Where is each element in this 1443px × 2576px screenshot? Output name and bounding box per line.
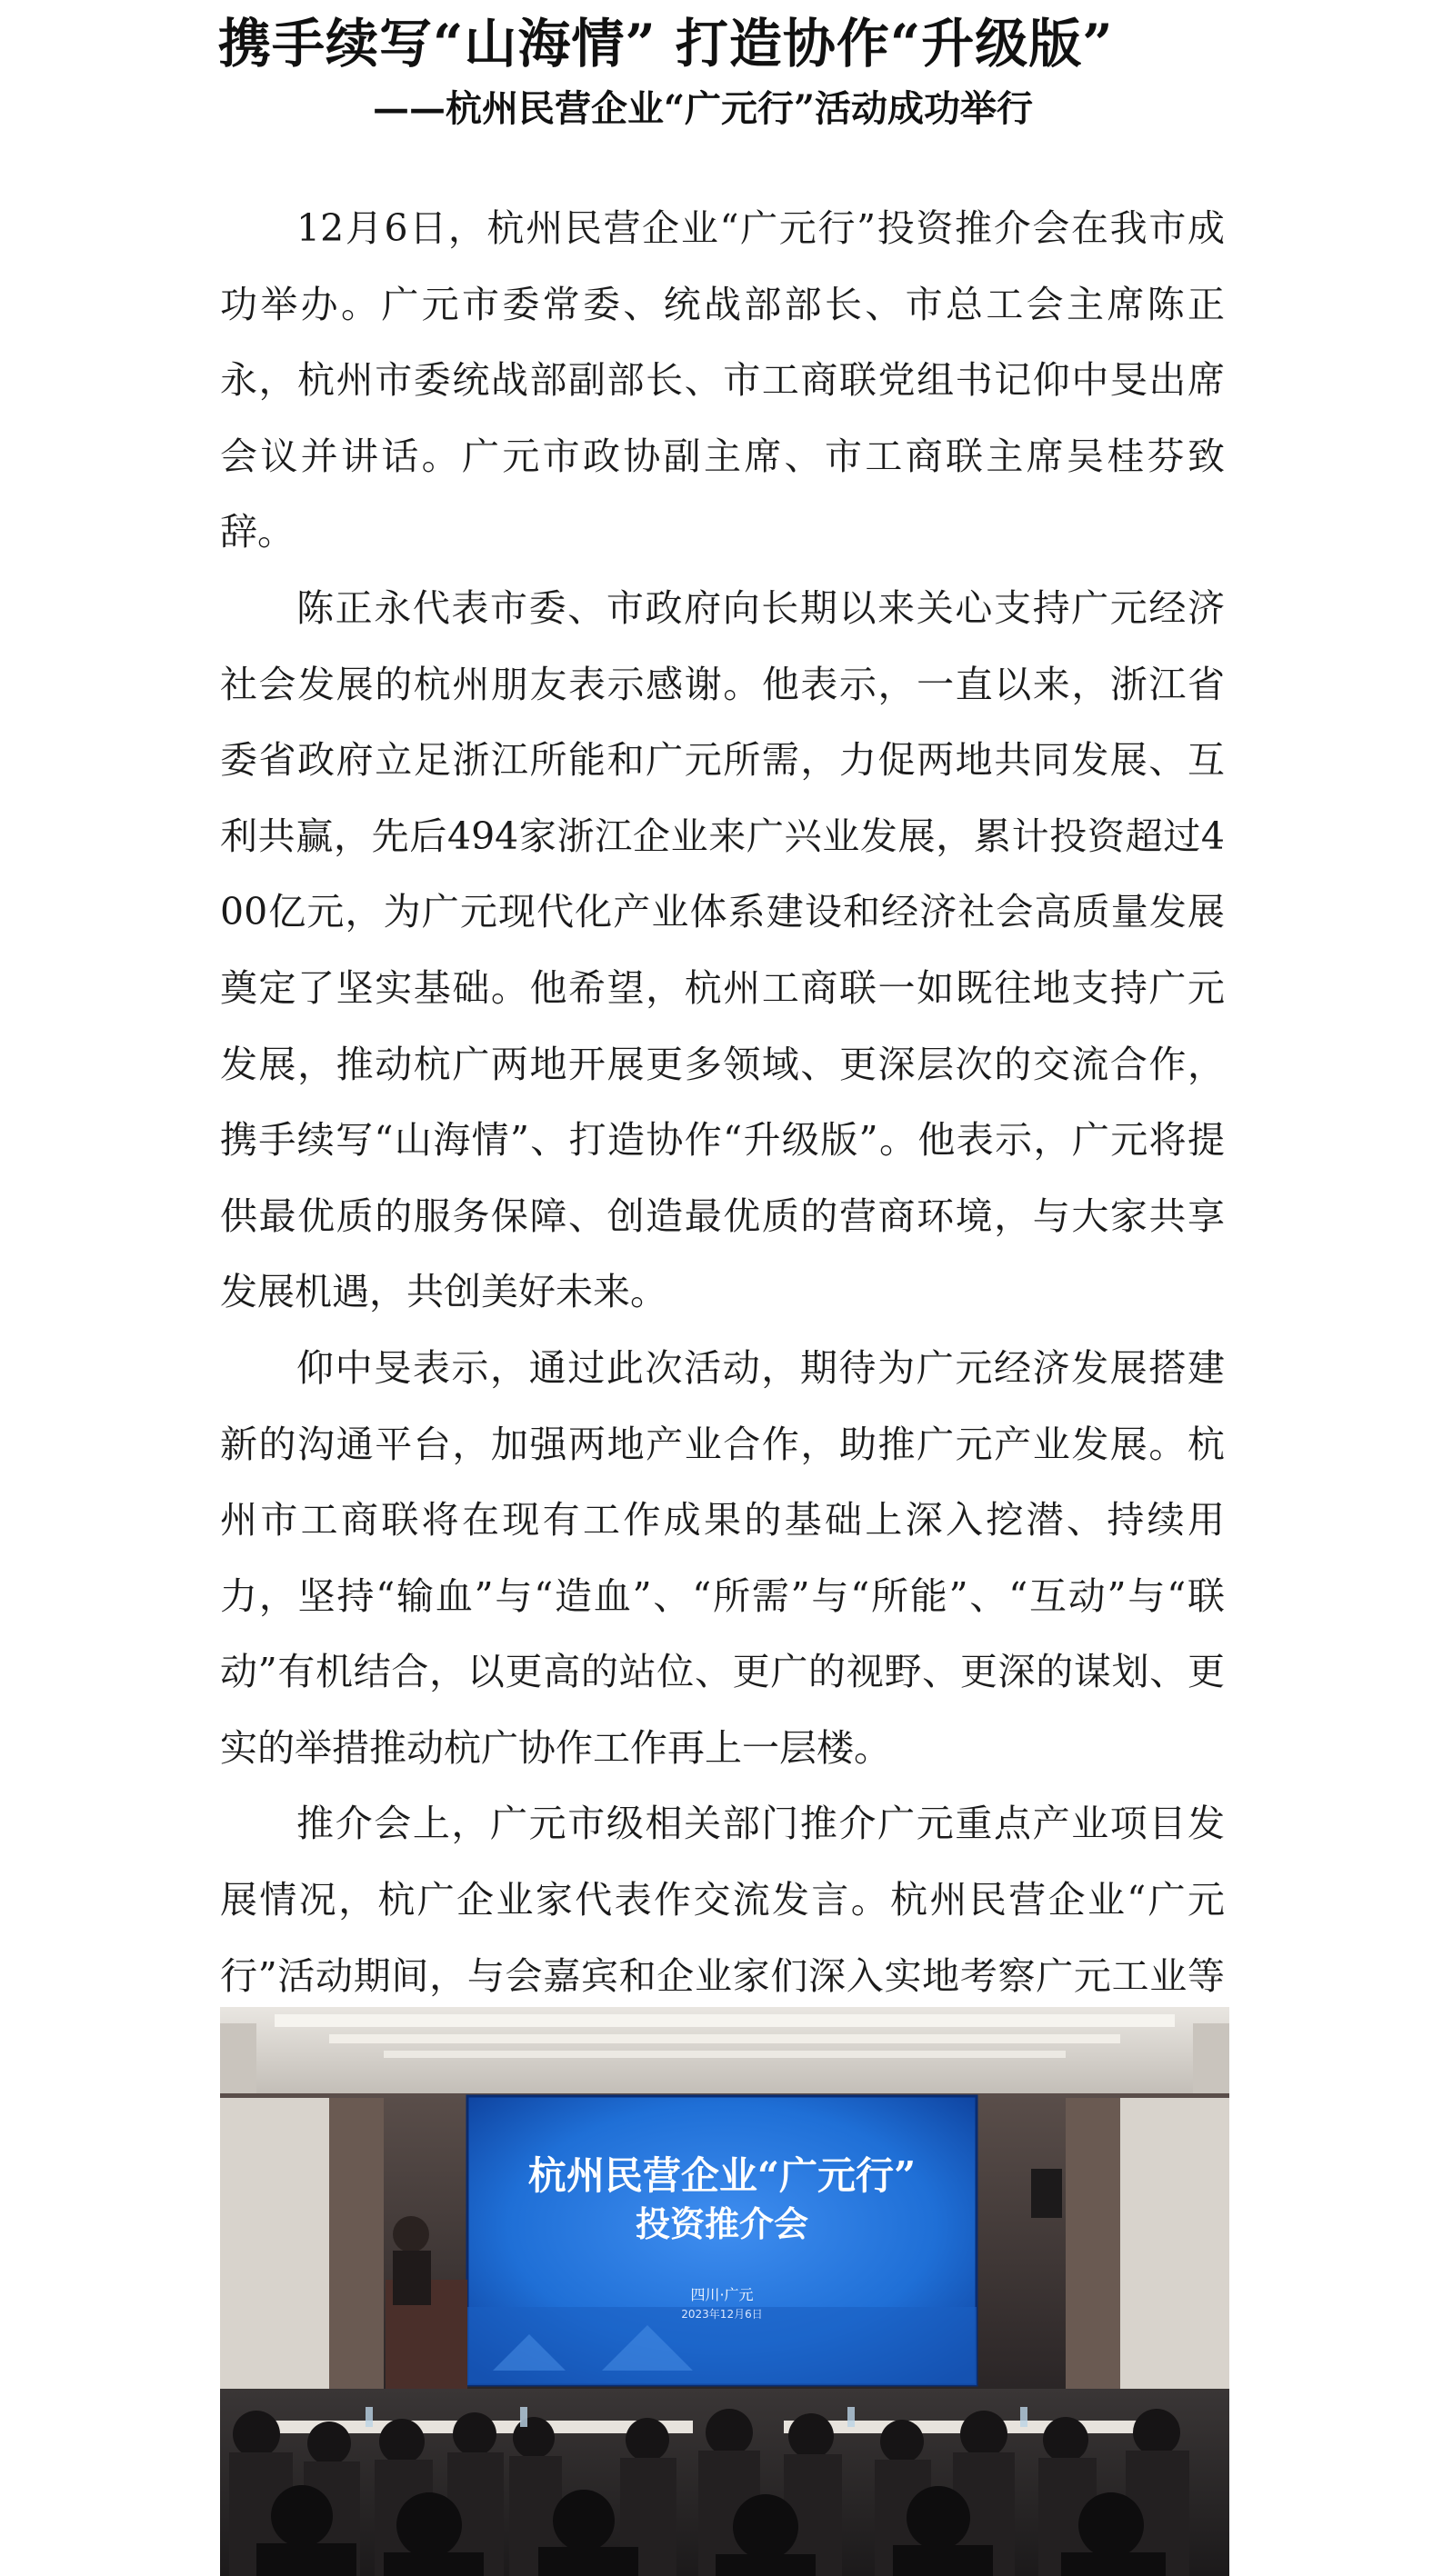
paragraph-3: 仰中旻表示，通过此次活动，期待为广元经济发展搭建新的沟通平台，加强两地产业合作，助推广元产业发展。杭州市工商联将在现有工作成果的基础上深入挖潜、持续用力，坚持“输血”与“造血”、“所需”与“所能”、“互动”与“联动”有机结合，以更高的站位、更广的视野、更深的谋划、更实的举措推动杭广协作工作再上一层楼。 bbox=[220, 1345, 1225, 1770]
event-photo-scene bbox=[220, 2007, 1229, 2576]
paragraph-1: 12月6日，杭州民营企业“广元行”投资推介会在我市成功举办。广元市委常委、统战部部长、市总工会主席陈正永，杭州市委统战部副部长、市工商联党组书记仰中旻出席会议并讲话。广元市政协副主席、市工商联主席吴桂芬致辞。 bbox=[220, 206, 1225, 554]
screen-location: 四川·广元 bbox=[690, 2286, 754, 2303]
screen-title-line2: 投资推介会 bbox=[635, 2203, 809, 2244]
screen-date: 2023年12月6日 bbox=[681, 2308, 763, 2321]
screen-title-line1: 杭州民营企业“广元行” bbox=[527, 2153, 917, 2198]
article-subtitle: ——杭州民营企业“广元行”活动成功举行 bbox=[373, 87, 1034, 130]
paragraph-2: 陈正永代表市委、市政府向长期以来关心支持广元经济社会发展的杭州朋友表示感谢。他表示，一直以来，浙江省委省政府立足浙江所能和广元所需，力促两地共同发展、互利共赢，先后494家浙江企业来广兴业发展，累计投资超过400亿元，为广元现代化产业体系建设和经济社会高质量发展奠定了坚实基础。他希望，杭州工商联一如既往地支持广元发展，推动杭广两地开展更多领域、更深层次的交流合作，携手续写“山海情”、打造协作“升级版”。他表示，广元将提供最优质的服务保障、创造最优质的营商环境，与大家共享发展机遇，共创美好未来。 bbox=[220, 585, 1225, 1314]
article-body bbox=[220, 191, 1225, 2091]
paragraph-4: 推介会上，广元市级相关部门推介广元重点产业项目发展情况，杭广企业家代表作交流发言。杭州民营企业“广元行”活动期间，与会嘉宾和企业家们深入实地考察广元工业等 bbox=[220, 1802, 1225, 1998]
event-photo bbox=[220, 2007, 1229, 2576]
article-title: 携手续写“山海情” 打造协作“升级版” bbox=[218, 13, 1114, 75]
